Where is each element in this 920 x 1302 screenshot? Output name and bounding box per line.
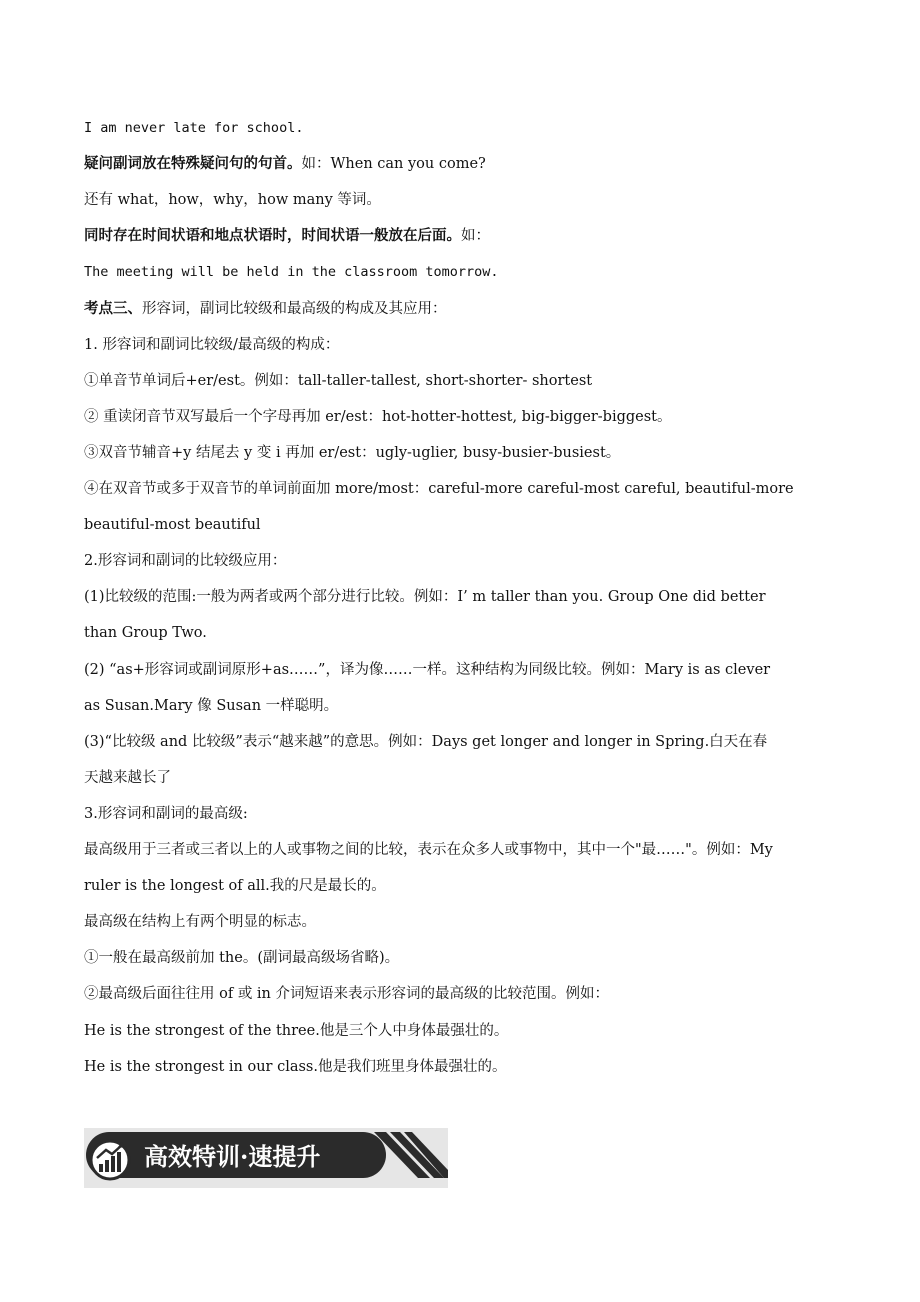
text-line bbox=[84, 768, 171, 788]
text-line bbox=[84, 840, 773, 860]
text-line bbox=[84, 696, 338, 716]
text-line bbox=[84, 1021, 508, 1041]
bold-text: 考点三、 bbox=[84, 299, 142, 317]
line-text: ①一般在最高级前加 the。(副词最高级场省略)。 bbox=[84, 950, 400, 967]
text-line bbox=[84, 732, 767, 752]
line-text: 最高级在结构上有两个明显的标志。 bbox=[84, 914, 316, 931]
text-line bbox=[84, 443, 620, 463]
line-text: 形容词，副词比较级和最高级的构成及其应用： bbox=[142, 300, 447, 317]
text-line bbox=[84, 479, 794, 499]
line-text: 1. 形容词和副词比较级/最高级的构成： bbox=[84, 336, 340, 353]
text-line bbox=[84, 262, 499, 282]
line-text: ①单音节单词后+er/est。例如：tall-taller-tallest, short-shorter- shortest bbox=[84, 372, 593, 389]
line-text: ②最高级后面往往用 of 或 in 介词短语来表示形容词的最高级的比较范围。例如： bbox=[84, 986, 610, 1003]
bold-text: 疑问副词放在特殊疑问句的句首。 bbox=[84, 155, 302, 173]
line-text: 还有 what，how，why，how many 等词。 bbox=[84, 192, 381, 209]
text-line bbox=[84, 371, 592, 391]
text-line bbox=[84, 299, 447, 319]
text-line bbox=[84, 551, 286, 571]
text-line bbox=[84, 190, 381, 210]
line-text: than Group Two. bbox=[84, 625, 207, 642]
line-text: He is the strongest of the three.他是三个人中身体最强壮的。 bbox=[84, 1022, 509, 1039]
line-text: (2) “as+形容词或副词原形+as……”，译为像……一样。这种结构为同级比较。例如：Mary is as clever bbox=[84, 661, 771, 678]
text-line bbox=[84, 407, 672, 427]
line-text: 3.形容词和副词的最高级: bbox=[84, 805, 248, 822]
line-text: ③双音节辅音+y 结尾去 y 变 i 再加 er/est：ugly-uglier, busy-busier-busiest。 bbox=[84, 444, 621, 461]
text-line bbox=[84, 623, 207, 643]
bold-text: 同时存在时间状语和地点状语时，时间状语一般放在后面。 bbox=[84, 227, 461, 245]
line-text: beautiful-most beautiful bbox=[84, 517, 261, 534]
line-text: (1)比较级的范围:一般为两者或两个部分进行比较。例如：I’ m taller than you. Group One did better bbox=[84, 589, 766, 606]
line-text: as Susan.Mary 像 Susan 一样聪明。 bbox=[84, 697, 339, 714]
text-line bbox=[84, 984, 609, 1004]
text-line bbox=[84, 1057, 506, 1077]
line-text: (3)“比较级 and 比较级”表示“越来越”的意思。例如：Days get longer and longer in Spring.白天在春 bbox=[84, 733, 768, 750]
banner-graphic bbox=[84, 1128, 448, 1188]
text-line bbox=[84, 660, 770, 680]
text-line bbox=[84, 335, 339, 355]
line-text: 如： bbox=[461, 228, 490, 245]
text-line bbox=[84, 587, 766, 607]
text-line bbox=[84, 912, 316, 932]
text-line bbox=[84, 226, 490, 246]
section-banner bbox=[84, 1128, 448, 1188]
line-text: ruler is the longest of all.我的尺是最长的。 bbox=[84, 878, 386, 895]
line-text: He is the strongest in our class.他是我们班里身体最强壮的。 bbox=[84, 1058, 507, 1075]
line-text: The meeting will be held in the classroom tomorrow. bbox=[84, 264, 499, 281]
line-text: 最高级用于三者或三者以上的人或事物之间的比较，表示在众多人或事物中，其中一个"最……"。例如：My bbox=[84, 842, 773, 858]
text-line bbox=[84, 948, 399, 968]
line-text: 2.形容词和副词的比较级应用： bbox=[84, 553, 287, 570]
text-line bbox=[84, 515, 261, 535]
text-line bbox=[84, 804, 248, 824]
line-text: ② 重读闭音节双写最后一个字母再加 er/est：hot-hotter-hottest, big-bigger-biggest。 bbox=[84, 408, 672, 425]
text-line bbox=[84, 154, 486, 174]
line-text: 如：When can you come? bbox=[301, 156, 486, 173]
line-text: 天越来越长了 bbox=[84, 769, 171, 786]
line-text: I am never late for school. bbox=[84, 120, 304, 136]
text-line bbox=[84, 876, 386, 896]
banner-title: 高效特训·速提升 bbox=[144, 1142, 321, 1171]
text-line bbox=[84, 118, 303, 138]
line-text: ④在双音节或多于双音节的单词前面加 more/most：careful-more careful-most careful, beautiful-more bbox=[84, 481, 794, 497]
